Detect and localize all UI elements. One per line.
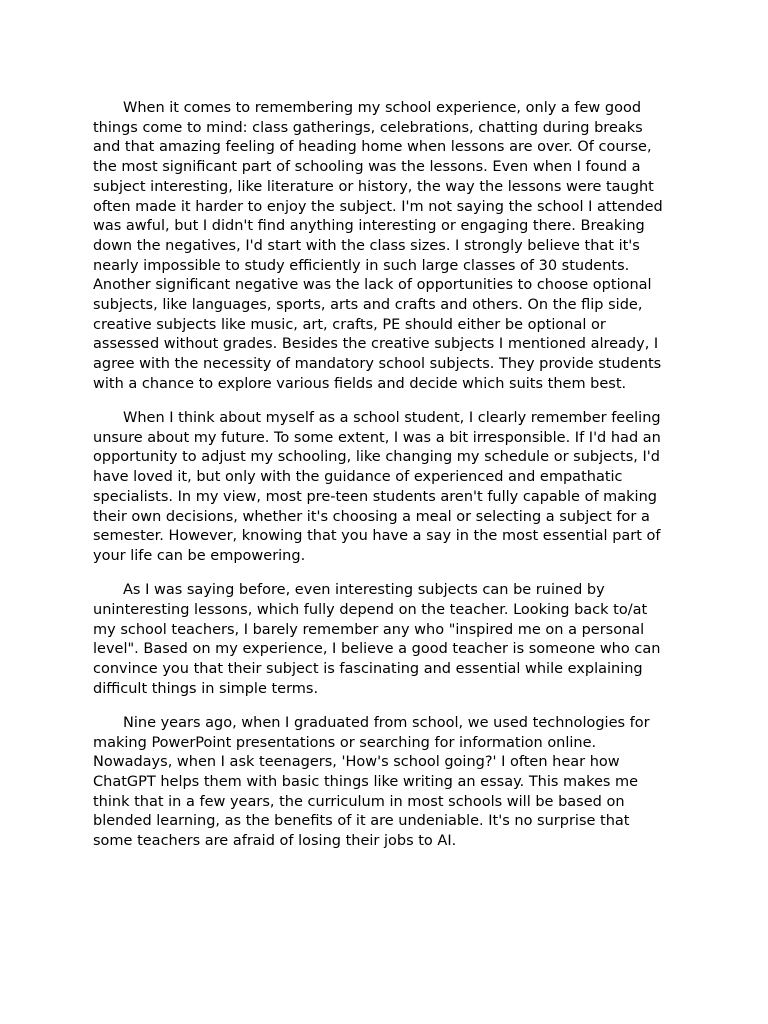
- paragraph-school-experience: When it comes to remembering my school experience, only a few good things come to mind: class gatherings, celebrations, chatting during breaks and that amazing feeling of heading home when lessons are over. Of course, the most significant part of schooling was the lessons. Even when I found a subject interesting, like literature or history, the way the lessons were taught often made it harder to enjoy the subject. I'm not saying the school I attended was awful, but I didn't find anything interesting or engaging there. Breaking down the negatives, I'd start with the class sizes. I strongly believe that it's nearly impossible to study efficiently in such large classes of 30 students. Another significant negative was the lack of opportunities to choose optional subjects, like languages, sports, arts and crafts and others. On the flip side, creative subjects like music, art, crafts, PE should either be optional or assessed without grades. Besides the creative subjects I mentioned already, I agree with the necessity of mandatory school subjects. They provide students with a chance to explore various fields and decide which suits them best.: [93, 100, 663, 392]
- paragraph-teachers: As I was saying before, even interesting subjects can be ruined by uninteresting lessons, which fully depend on the teacher. Looking back to/at my school teachers, I barely remember any who "inspired me on a personal level". Based on my experience, I believe a good teacher is someone who can convince you that their subject is fascinating and essential while explaining difficult things in simple terms.: [93, 582, 661, 697]
- document-page: [93, 99, 671, 866]
- paragraph-school-student: When I think about myself as a school student, I clearly remember feeling unsure about my future. To some extent, I was a bit irresponsible. If I'd had an opportunity to adjust my schooling, like changing my schedule or subjects, I'd have loved it, but only with the guidance of experienced and empathatic specialists. In my view, most pre-teen students aren't fully capable of making their own decisions, whether it's choosing a meal or selecting a subject for a semester. However, knowing that you have a say in the most essential part of your life can be empowering.: [93, 410, 661, 564]
- paragraph-technology: Nine years ago, when I graduated from school, we used technologies for making PowerPoint presentations or searching for information online. Nowadays, when I ask teenagers, 'How's school going?' I often hear how ChatGPT helps them with basic things like writing an essay. This makes me think that in a few years, the curriculum in most schools will be based on blended learning, as the benefits of it are undeniable. It's no surprise that some teachers are afraid of losing their jobs to AI.: [93, 714, 650, 850]
